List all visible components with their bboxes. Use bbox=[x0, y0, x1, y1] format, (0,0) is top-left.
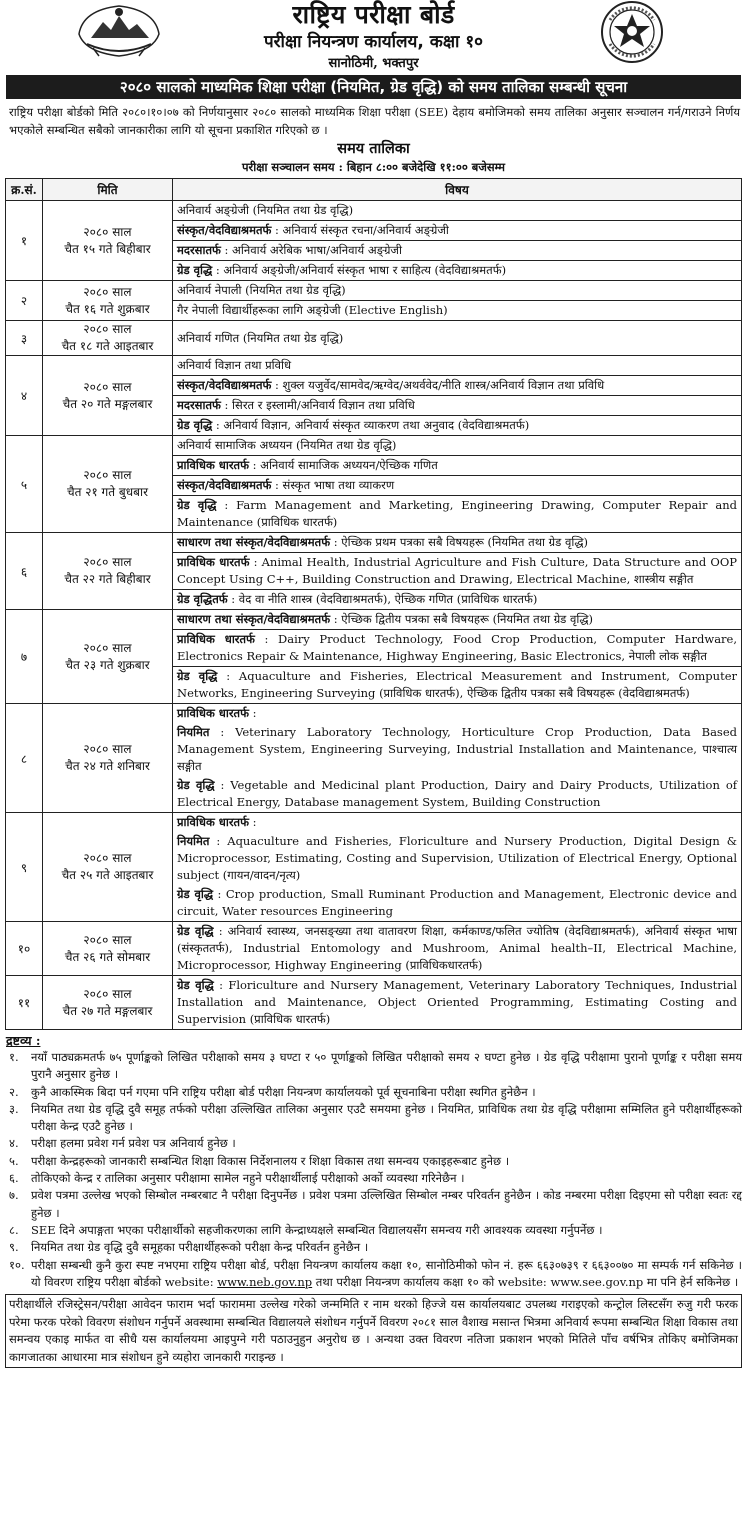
date-year: २०८० साल bbox=[83, 284, 132, 299]
subject-line bbox=[173, 376, 741, 396]
subject-label: ग्रेड वृद्धि bbox=[177, 978, 214, 992]
table-row bbox=[6, 321, 742, 356]
subject-text: गैर नेपाली विद्यार्थीहरूका लागि अङ्ग्रेजी (Elective English) bbox=[177, 303, 448, 317]
date-year: २०८० साल bbox=[83, 379, 132, 394]
serial-number: १० bbox=[6, 922, 43, 976]
subject-cell bbox=[173, 813, 742, 922]
subject-line bbox=[173, 610, 741, 630]
subject-line bbox=[173, 329, 741, 348]
subject-text: : अनिवार्य सामाजिक अध्ययन/ऐच्छिक गणित bbox=[248, 458, 438, 472]
date-year: २०८० साल bbox=[83, 742, 132, 756]
date-year: २०८० साल bbox=[83, 224, 132, 239]
date-year: २०८० साल bbox=[83, 468, 132, 482]
date-year: २०८० साल bbox=[83, 555, 132, 569]
note-number: ४. bbox=[9, 1136, 19, 1151]
exam-date bbox=[43, 356, 173, 436]
subject-label: मदरसातर्फ bbox=[177, 398, 221, 412]
exam-time: परीक्षा सञ्चालन समय : बिहान ८:०० बजेदेखि ११:०० बजेसम्म bbox=[241, 160, 505, 174]
note-number: ७. bbox=[9, 1188, 19, 1203]
exam-schedule-table bbox=[5, 178, 742, 1030]
subject-line bbox=[173, 436, 741, 456]
note-number: १. bbox=[9, 1050, 19, 1064]
subject-line bbox=[173, 396, 741, 416]
intro-paragraph: राष्ट्रिय परीक्षा बोर्डको मिति २०८०।१०।०७ को निर्णयानुसार २०८० सालको माध्यमिक शिक्षा परीक्षा (SEE) देहाय बमोजिमको समय तालिका अनुसार सञ्चालन गर्न/गराउने निर्णय भएकोले सम्बन्धित सबैको जानकारीका लागि यो सूचना प्रकाशित गरिएको छ । bbox=[9, 105, 740, 137]
subject-line bbox=[173, 301, 741, 320]
date-year: २०८० साल bbox=[83, 851, 132, 865]
subject-text: : ऐच्छिक द्वितीय पत्रका सबै विषयहरू (नियमित तथा ग्रेड वृद्धि) bbox=[330, 612, 594, 626]
date-day: चैत २० गते मङ्गलबार bbox=[62, 396, 153, 411]
subject-text: : अनिवार्य संस्कृत रचना/अनिवार्य अङ्ग्रेजी bbox=[271, 223, 449, 237]
subject-label: प्राविधिक धारतर्फ bbox=[177, 706, 249, 720]
subject-line bbox=[173, 533, 741, 553]
subject-text: : Crop production, Small Ruminant Production and Management, Electronic device and circuit, Water resources Engineering bbox=[177, 887, 737, 918]
subject-label: संस्कृत/वेदविद्याश्रमतर्फ bbox=[177, 378, 272, 392]
subject-label: प्राविधिक धारतर्फ bbox=[177, 555, 250, 569]
board-title: राष्ट्रिय परीक्षा बोर्ड bbox=[292, 0, 455, 29]
subject-label: ग्रेड वृद्धि bbox=[177, 498, 217, 512]
subject-cell bbox=[173, 610, 742, 704]
serial-number: ११ bbox=[6, 976, 43, 1030]
subject-text: : अनिवार्य स्वास्थ्य, जनसङ्ख्या तथा वातावरण शिक्षा, कर्मकाण्ड/फलित ज्योतिष (वेदविद्याश्रमतर्फ), अनिवार्य संस्कृत भाषा (संस्कृततर्फ), Industrial Entomology and Mushroom, Animal health–II, Electrical Machine, Microprocessor, Highway Engineering (प्राविधिकधारतर्फ) bbox=[177, 924, 738, 972]
subject-line bbox=[173, 496, 741, 532]
serial-number: ५ bbox=[6, 436, 43, 533]
subject-text: : Veterinary Laboratory Technology, Horticulture Crop Production, Data Based Management System, Engineering Surveying, Industrial Installation and Maintenance, पाश्चात्य सङ्गीत bbox=[177, 725, 737, 773]
subject-cell bbox=[173, 533, 742, 610]
subject-line bbox=[173, 704, 741, 723]
subject-line bbox=[173, 976, 741, 1029]
subject-line bbox=[173, 476, 741, 496]
list-item bbox=[5, 1135, 742, 1152]
subject-label: नियमित bbox=[177, 834, 210, 848]
note-number: ९. bbox=[9, 1240, 19, 1255]
exam-date bbox=[43, 704, 173, 813]
exam-date bbox=[43, 533, 173, 610]
subject-line bbox=[173, 456, 741, 476]
subject-text: अनिवार्य नेपाली (नियमित तथा ग्रेड वृद्धि) bbox=[177, 283, 346, 297]
date-day: चैत २३ गते शुक्रबार bbox=[65, 657, 150, 672]
notes-heading: द्रष्टव्य : bbox=[6, 1033, 41, 1048]
list-item bbox=[5, 1153, 742, 1170]
note-number: ८. bbox=[9, 1222, 19, 1237]
note-number: ५. bbox=[9, 1153, 19, 1168]
subject-text: : संस्कृत भाषा तथा व्याकरण bbox=[271, 478, 395, 492]
date-day: चैत २४ गते शनिबार bbox=[65, 759, 150, 773]
subject-cell bbox=[173, 976, 742, 1030]
subject-label: संस्कृत/वेदविद्याश्रमतर्फ bbox=[177, 223, 272, 237]
note-text: SEE दिने अपाङ्गता भएका परीक्षार्थीको सहजीकरणका लागि केन्द्राध्यक्षले सम्बन्धित विद्यालयसँग समन्वय गरी आवश्यक व्यवस्था गर्नुपर्नेछ । bbox=[31, 1222, 603, 1237]
subject-line bbox=[173, 832, 741, 885]
table-row bbox=[6, 813, 742, 922]
header-serial: क्र.सं. bbox=[6, 179, 43, 201]
note-text: नियमित तथा ग्रेड वृद्धि दुवै समूह तर्फको परीक्षा उल्लिखित तालिका अनुसार एउटै समयमा हुनेछ । नियमित, प्राविधिक तथा ग्रेड वृद्धि परीक्षामा सम्मिलित हुने परीक्षार्थीहरूको परीक्षा केन्द्र एउटै हुनेछ । bbox=[31, 1101, 742, 1134]
subject-text: : Animal Health, Industrial Agriculture and Fish Culture, Data Structure and OOP Concept Using C++, Building Construction and Drawing, Electrical Machine, शास्त्रीय सङ्गीत bbox=[177, 555, 737, 586]
table-header-row bbox=[6, 179, 742, 201]
date-day: चैत १८ गते आइतबार bbox=[61, 339, 154, 353]
subject-line bbox=[173, 667, 741, 703]
subject-text: : Floriculture and Nursery Management, Veterinary Laboratory Techniques, Industrial Installation and Maintenance, Object Oriented Programming, Estimating Costing and Supervision (प्राविधिक धारतर्फ) bbox=[177, 978, 737, 1026]
subject-text: : वेद वा नीति शास्त्र (वेदविद्याश्रमतर्फ), ऐच्छिक गणित (प्राविधिक धारतर्फ) bbox=[227, 592, 538, 606]
subject-label: ग्रेड वृद्धि bbox=[177, 887, 214, 901]
subject-text: : Aquaculture and Fisheries, Floriculture and Nursery Production, Digital Design & Microprocessor, Estimating, Costing and Supervision, Utilization of Electrical Energy, Optional subject (गायन/वादन/नृत्य) bbox=[177, 834, 737, 882]
serial-number: ४ bbox=[6, 356, 43, 436]
exam-date bbox=[43, 922, 173, 976]
list-item bbox=[5, 1222, 742, 1239]
header-subject: विषय bbox=[173, 179, 742, 201]
note-text: नयाँ पाठ्यक्रमतर्फ ७५ पूर्णाङ्कको लिखित परीक्षाको समय ३ घण्टा र ५० पूर्णाङ्कको लिखित परीक्षाको समय २ घण्टा हुनेछ । ग्रेड वृद्धि परीक्षामा पुरानो पूर्णाङ्क र परीक्षा समय पुरानै अनुसार हुनेछ । bbox=[31, 1050, 742, 1082]
notice-title: २०८० सालको माध्यमिक शिक्षा परीक्षा (नियमित, ग्रेड वृद्धि) को समय तालिका सम्बन्धी सूचना bbox=[6, 75, 741, 99]
subject-label: ग्रेड वृद्धि bbox=[177, 669, 218, 683]
note-text-part: तथा परीक्षा नियन्त्रण कार्यालय कक्षा १० को website: www.see.gov.np मा पनि हेर्न सकिनेछ । bbox=[312, 1274, 739, 1289]
list-item bbox=[5, 1101, 742, 1136]
note-text-part: परीक्षा सम्बन्धी कुनै कुरा स्पष्ट नभएमा राष्ट्रिय परीक्षा बोर्ड, परीक्षा नियन्त्रण कार्यालय कक्षा १०, सानोठिमीको फोन नं. हरू ६६३०७३९ र ६६३००७० मा सम्पर्क गर्न सकिनेछ । यो विवरण राष्ट्रिय परीक्षा बोर्डको website: bbox=[31, 1257, 742, 1289]
date-year: २०८० साल bbox=[83, 322, 132, 336]
list-item bbox=[5, 1187, 742, 1222]
list-item bbox=[5, 1239, 742, 1256]
subject-label: संस्कृत/वेदविद्याश्रमतर्फ bbox=[177, 478, 272, 492]
subject-label: ग्रेड वृद्धि bbox=[177, 924, 214, 938]
subject-line bbox=[173, 416, 741, 435]
subject-label: मदरसातर्फ bbox=[177, 243, 221, 257]
subject-text: : ऐच्छिक प्रथम पत्रका सबै विषयहरू (नियमित तथा ग्रेड वृद्धि) bbox=[330, 535, 589, 549]
subject-cell bbox=[173, 356, 742, 436]
subject-line bbox=[173, 630, 741, 667]
subject-text: : Vegetable and Medicinal plant Production, Dairy and Dairy Products, Utilization of Electrical Energy, Database management System, Building Construction bbox=[177, 778, 738, 809]
exam-date bbox=[43, 610, 173, 704]
table-row bbox=[6, 704, 742, 813]
subject-text: : Aquaculture and Fisheries, Electrical Measurement and Instrument, Computer Networks, Engineering Surveying (प्राविधिक धारतर्फ), ऐच्छिक द्वितीय पत्रका सबै विषयहरू (वेदविद्याश्रमतर्फ) bbox=[177, 669, 737, 700]
subject-line bbox=[173, 201, 741, 221]
note-text: प्रवेश पत्रमा उल्लेख भएको सिम्बोल नम्बरबाट नै परीक्षा दिनुपर्नेछ । प्रवेश पत्रमा उल्लिखित सिम्बोल नम्बर परिवर्तन हुनेछैन । कोड नम्बरमा परीक्षा दिइएमा सो परीक्षा स्वतः रद्द हुनेछ । bbox=[31, 1188, 742, 1220]
subject-line bbox=[173, 776, 741, 812]
date-year: २०८० साल bbox=[83, 986, 132, 1001]
exam-date bbox=[43, 281, 173, 321]
subject-label: प्राविधिक धारतर्फ bbox=[177, 458, 249, 472]
subject-label: प्राविधिक धारतर्फ bbox=[177, 815, 249, 829]
serial-number: ९ bbox=[6, 813, 43, 922]
subject-label: साधारण तथा संस्कृत/वेदविद्याश्रमतर्फ bbox=[177, 612, 331, 626]
serial-number: ७ bbox=[6, 610, 43, 704]
serial-number: २ bbox=[6, 281, 43, 321]
note-number: १०. bbox=[9, 1257, 25, 1272]
footer-notice: परीक्षार्थीले रजिस्ट्रेसन/परीक्षा आवेदन फाराम भर्दा फाराममा उल्लेख गरेको जन्ममिति र नाम थरको हिज्जे यस कार्यालयबाट उपलब्ध गराइएको कन्ट्रोल लिस्टसँग रुजु गरी फरक परेमा फरक परेको विवरण संशोधन गर्नुपर्ने अवस्थामा सम्बन्धित विद्यालयले संशोधन गर्नुपर्ने विवरण २०८१ साल वैशाख मसान्त भित्रमा अनिवार्य रूपमा सम्बन्धित शिक्षा विकास तथा समन्वय एकाइ मार्फत वा सीधै यस कार्यालयमा आइपुग्ने गरी पठाउनुहुन अनुरोध छ । अन्यथा उक्त विवरण नतिजा प्रकाशन भएको मितिले पाँच वर्षभित्र तोकिए बमोजिमका कागजातका आधारमा मात्र संशोधन हुने व्यहोरा जानकारी गराइन्छ । bbox=[5, 1294, 742, 1368]
note-text: तोकिएको केन्द्र र तालिका अनुसार परीक्षामा सामेल नहुने परीक्षार्थीलाई परीक्षाको अर्को व्यवस्था गरिनेछैन । bbox=[31, 1171, 465, 1186]
date-day: चैत २७ गते मङ्गलबार bbox=[62, 1003, 153, 1018]
office-address: सानोठिमी, भक्तपुर bbox=[328, 56, 419, 71]
subject-label: ग्रेड वृद्धि bbox=[177, 263, 213, 277]
date-day: चैत २५ गते आइतबार bbox=[61, 868, 154, 882]
office-title: परीक्षा नियन्त्रण कार्यालय, कक्षा १० bbox=[263, 32, 484, 52]
subject-cell bbox=[173, 281, 742, 321]
list-item bbox=[5, 1170, 742, 1187]
subject-line bbox=[173, 281, 741, 301]
subject-label: ग्रेड वृद्धि bbox=[177, 778, 215, 792]
subject-label: प्राविधिक धारतर्फ bbox=[177, 632, 255, 646]
note-text: परीक्षा केन्द्रहरूको जानकारी सम्बन्धित शिक्षा विकास निर्देशनालय र शिक्षा विकास तथा समन्वय एकाइहरूबाट हुनेछ । bbox=[31, 1153, 510, 1168]
subject-text: : सिरत र इस्लामी/अनिवार्य विज्ञान तथा प्रविधि bbox=[220, 398, 415, 412]
subject-text: : अनिवार्य अङ्ग्रेजी/अनिवार्य संस्कृत भाषा र साहित्य (वेदविद्याश्रमतर्फ) bbox=[212, 263, 507, 277]
neb-logo-icon bbox=[600, 0, 664, 64]
note-text: नियमित तथा ग्रेड वृद्धि दुवै समूहका परीक्षार्थीहरूको परीक्षा केन्द्र परिवर्तन हुनेछैन । bbox=[31, 1240, 369, 1255]
nepal-emblem-icon bbox=[73, 0, 165, 60]
note-number: ३. bbox=[9, 1101, 19, 1116]
subject-text: : शुक्ल यजुर्वेद/सामवेद/ऋग्वेद/अथर्ववेद/नीति शास्त्र/अनिवार्य विज्ञान तथा प्रविधि bbox=[271, 378, 605, 392]
table-row bbox=[6, 281, 742, 321]
date-day: चैत १५ गते बिहीबार bbox=[64, 241, 151, 256]
subject-line bbox=[173, 261, 741, 280]
subject-line bbox=[173, 885, 741, 921]
subject-label: नियमित bbox=[177, 725, 210, 739]
table-row bbox=[6, 533, 742, 610]
subject-line bbox=[173, 356, 741, 376]
neb-website-link[interactable]: www.neb.gov.np bbox=[217, 1274, 313, 1289]
subject-text: : Farm Management and Marketing, Engineering Drawing, Computer Repair and Maintenance (प्राविधिक धारतर्फ) bbox=[177, 498, 737, 529]
exam-date bbox=[43, 321, 173, 356]
table-row bbox=[6, 436, 742, 533]
note-number: ६. bbox=[9, 1171, 19, 1186]
exam-date bbox=[43, 201, 173, 281]
date-day: चैत २६ गते सोमबार bbox=[64, 949, 151, 964]
subject-line bbox=[173, 813, 741, 832]
serial-number: ८ bbox=[6, 704, 43, 813]
subject-text: : अनिवार्य अरेबिक भाषा/अनिवार्य अङ्ग्रेजी bbox=[220, 243, 402, 257]
subject-line bbox=[173, 241, 741, 261]
note-text bbox=[31, 1257, 742, 1292]
subject-cell bbox=[173, 321, 742, 356]
subject-text: अनिवार्य अङ्ग्रेजी (नियमित तथा ग्रेड वृद्धि) bbox=[177, 203, 354, 217]
date-day: चैत १६ गते शुक्रबार bbox=[65, 301, 150, 316]
subject-line bbox=[173, 221, 741, 241]
subject-text: : bbox=[248, 815, 257, 829]
subject-label: ग्रेड वृद्धितर्फ bbox=[177, 592, 228, 606]
date-year: २०८० साल bbox=[83, 640, 132, 655]
date-day: चैत २१ गते बुधबार bbox=[66, 485, 149, 499]
serial-number: ६ bbox=[6, 533, 43, 610]
serial-number: १ bbox=[6, 201, 43, 281]
subject-text: अनिवार्य विज्ञान तथा प्रविधि bbox=[177, 358, 292, 372]
note-text: परीक्षा हलमा प्रवेश गर्न प्रवेश पत्र अनिवार्य हुनेछ । bbox=[31, 1136, 236, 1151]
table-row bbox=[6, 610, 742, 704]
exam-date bbox=[43, 976, 173, 1030]
exam-date bbox=[43, 813, 173, 922]
letterhead bbox=[5, 0, 742, 75]
list-item bbox=[5, 1257, 742, 1292]
date-year: २०८० साल bbox=[83, 932, 132, 947]
note-text: कुनै आकस्मिक बिदा पर्न गएमा पनि राष्ट्रिय परीक्षा बोर्ड परीक्षा नियन्त्रण कार्यालयको पूर्व सूचनाबिना परीक्षा स्थगित हुनेछैन । bbox=[31, 1084, 536, 1099]
subject-line bbox=[173, 922, 741, 975]
subject-cell bbox=[173, 201, 742, 281]
subject-text: : bbox=[248, 706, 257, 720]
subject-text: अनिवार्य सामाजिक अध्ययन (नियमित तथा ग्रेड वृद्धि) bbox=[177, 438, 397, 452]
subject-text: : अनिवार्य विज्ञान, अनिवार्य संस्कृत व्याकरण तथा अनुवाद (वेदविद्याश्रमतर्फ) bbox=[212, 418, 530, 432]
list-item bbox=[5, 1049, 742, 1084]
note-number: २. bbox=[9, 1084, 19, 1099]
subject-label: साधारण तथा संस्कृत/वेदविद्याश्रमतर्फ bbox=[177, 535, 331, 549]
subject-cell bbox=[173, 922, 742, 976]
notes-list bbox=[5, 1049, 742, 1291]
subject-cell bbox=[173, 436, 742, 533]
header-date: मिति bbox=[43, 179, 173, 201]
subject-text: : Dairy Product Technology, Food Crop Production, Computer Hardware, Electronics Repair & Maintenance, Highway Engineering, Basic Electronics, नेपाली लोक सङ्गीत bbox=[177, 632, 738, 663]
table-row bbox=[6, 356, 742, 436]
subject-line bbox=[173, 553, 741, 590]
list-item bbox=[5, 1084, 742, 1101]
exam-date bbox=[43, 436, 173, 533]
schedule-title: समय तालिका bbox=[337, 141, 410, 157]
subject-cell bbox=[173, 704, 742, 813]
table-row bbox=[6, 201, 742, 281]
date-day: चैत २२ गते बिहीबार bbox=[64, 572, 151, 586]
subject-text: अनिवार्य गणित (नियमित तथा ग्रेड वृद्धि) bbox=[177, 330, 344, 345]
serial-number: ३ bbox=[6, 321, 43, 356]
table-row bbox=[6, 922, 742, 976]
table-row bbox=[6, 976, 742, 1030]
subject-line bbox=[173, 590, 741, 609]
subject-label: ग्रेड वृद्धि bbox=[177, 418, 213, 432]
subject-line bbox=[173, 723, 741, 776]
